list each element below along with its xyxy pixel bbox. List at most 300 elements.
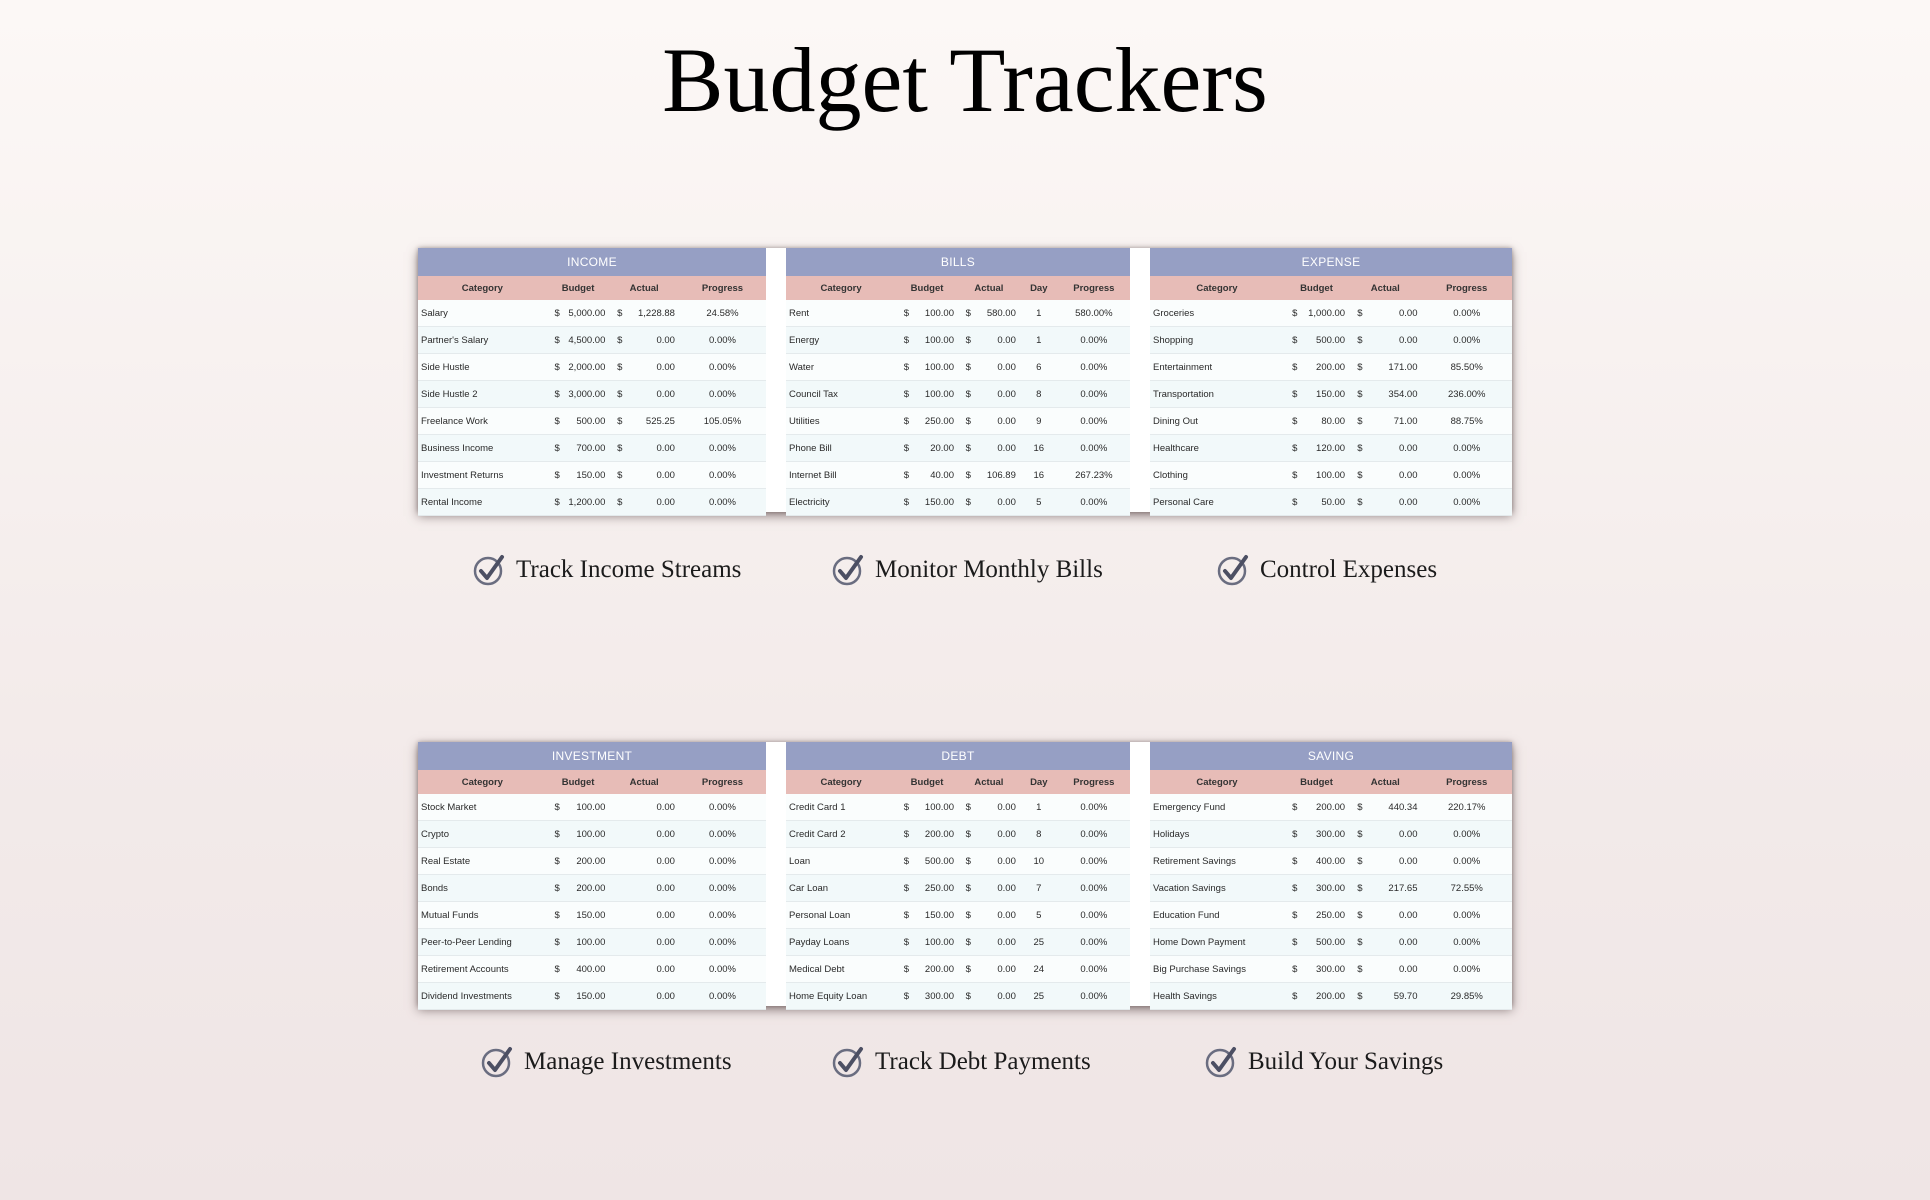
value-cell[interactable]: $ [547, 956, 568, 983]
category-cell[interactable]: Health Savings [1150, 983, 1284, 1010]
value-cell[interactable]: $ [1284, 929, 1306, 956]
value-cell[interactable]: 0.00% [679, 489, 766, 516]
category-cell[interactable]: Water [786, 354, 896, 381]
value-cell[interactable] [609, 902, 630, 929]
value-cell[interactable] [609, 848, 630, 875]
value-cell[interactable]: 0.00 [630, 794, 679, 821]
value-cell[interactable]: 220.17% [1421, 794, 1512, 821]
value-cell[interactable]: 0.00% [1058, 821, 1130, 848]
value-cell[interactable]: $ [609, 489, 630, 516]
value-cell[interactable]: 0.00% [679, 354, 766, 381]
value-cell[interactable]: 300.00 [917, 983, 958, 1010]
value-cell[interactable]: 72.55% [1421, 875, 1512, 902]
value-cell[interactable]: 8 [1020, 381, 1058, 408]
value-cell[interactable]: 100.00 [917, 381, 958, 408]
value-cell[interactable]: 0.00 [630, 983, 679, 1010]
value-cell[interactable]: 0.00% [679, 327, 766, 354]
value-cell[interactable]: 0.00% [679, 956, 766, 983]
value-cell[interactable]: 0.00% [679, 381, 766, 408]
value-cell[interactable]: 0.00 [979, 983, 1020, 1010]
value-cell[interactable]: $ [896, 875, 917, 902]
value-cell[interactable]: 200.00 [917, 956, 958, 983]
value-cell[interactable]: 1 [1020, 794, 1058, 821]
value-cell[interactable]: $ [1284, 875, 1306, 902]
category-cell[interactable]: Side Hustle 2 [418, 381, 547, 408]
category-cell[interactable]: Dividend Investments [418, 983, 547, 1010]
value-cell[interactable]: 150.00 [917, 902, 958, 929]
value-cell[interactable]: $ [958, 489, 979, 516]
value-cell[interactable]: $ [1284, 983, 1306, 1010]
category-cell[interactable]: Stock Market [418, 794, 547, 821]
value-cell[interactable]: 400.00 [1306, 848, 1349, 875]
value-cell[interactable]: 400.00 [568, 956, 610, 983]
value-cell[interactable]: 0.00% [1058, 408, 1130, 435]
value-cell[interactable]: 150.00 [1306, 381, 1349, 408]
value-cell[interactable]: $ [958, 354, 979, 381]
category-cell[interactable]: Big Purchase Savings [1150, 956, 1284, 983]
value-cell[interactable]: $ [958, 929, 979, 956]
value-cell[interactable]: 200.00 [1306, 354, 1349, 381]
category-cell[interactable]: Personal Loan [786, 902, 896, 929]
value-cell[interactable]: 0.00 [1371, 435, 1422, 462]
value-cell[interactable]: 25 [1020, 983, 1058, 1010]
value-cell[interactable]: $ [958, 821, 979, 848]
category-cell[interactable]: Rental Income [418, 489, 547, 516]
category-cell[interactable]: Investment Returns [418, 462, 547, 489]
value-cell[interactable]: 20.00 [917, 435, 958, 462]
value-cell[interactable]: $ [896, 435, 917, 462]
value-cell[interactable]: 0.00% [1421, 929, 1512, 956]
value-cell[interactable]: 0.00 [630, 848, 679, 875]
value-cell[interactable]: 40.00 [917, 462, 958, 489]
value-cell[interactable]: 150.00 [568, 983, 610, 1010]
category-cell[interactable]: Freelance Work [418, 408, 547, 435]
category-cell[interactable]: Peer-to-Peer Lending [418, 929, 547, 956]
value-cell[interactable]: 0.00% [1058, 902, 1130, 929]
value-cell[interactable]: $ [1284, 902, 1306, 929]
value-cell[interactable]: 71.00 [1371, 408, 1422, 435]
value-cell[interactable]: 0.00 [979, 327, 1020, 354]
category-cell[interactable]: Crypto [418, 821, 547, 848]
value-cell[interactable]: 0.00 [979, 929, 1020, 956]
value-cell[interactable]: 150.00 [568, 462, 610, 489]
value-cell[interactable]: 80.00 [1306, 408, 1349, 435]
value-cell[interactable]: $ [1284, 381, 1306, 408]
value-cell[interactable]: 0.00% [1058, 381, 1130, 408]
category-cell[interactable]: Personal Care [1150, 489, 1284, 516]
value-cell[interactable]: $ [1284, 956, 1306, 983]
value-cell[interactable]: 105.05% [679, 408, 766, 435]
value-cell[interactable]: $ [896, 848, 917, 875]
value-cell[interactable]: 500.00 [917, 848, 958, 875]
value-cell[interactable]: $ [1349, 902, 1371, 929]
value-cell[interactable]: 250.00 [917, 408, 958, 435]
value-cell[interactable]: 120.00 [1306, 435, 1349, 462]
category-cell[interactable]: Retirement Savings [1150, 848, 1284, 875]
value-cell[interactable]: 5,000.00 [568, 300, 610, 327]
value-cell[interactable]: 0.00 [1371, 327, 1422, 354]
value-cell[interactable]: 200.00 [917, 821, 958, 848]
value-cell[interactable]: $ [547, 381, 568, 408]
value-cell[interactable]: 700.00 [568, 435, 610, 462]
value-cell[interactable]: $ [896, 381, 917, 408]
category-cell[interactable]: Utilities [786, 408, 896, 435]
value-cell[interactable]: 10 [1020, 848, 1058, 875]
value-cell[interactable]: $ [896, 462, 917, 489]
value-cell[interactable]: $ [1349, 821, 1371, 848]
value-cell[interactable]: 16 [1020, 462, 1058, 489]
value-cell[interactable]: 100.00 [568, 794, 610, 821]
value-cell[interactable]: $ [547, 902, 568, 929]
value-cell[interactable]: $ [547, 327, 568, 354]
category-cell[interactable]: Side Hustle [418, 354, 547, 381]
value-cell[interactable]: $ [896, 929, 917, 956]
value-cell[interactable]: $ [1349, 956, 1371, 983]
value-cell[interactable]: 0.00% [1058, 327, 1130, 354]
value-cell[interactable]: 267.23% [1058, 462, 1130, 489]
value-cell[interactable]: $ [958, 300, 979, 327]
value-cell[interactable]: 500.00 [1306, 327, 1349, 354]
value-cell[interactable]: 0.00 [1371, 489, 1422, 516]
value-cell[interactable]: 0.00% [1421, 902, 1512, 929]
value-cell[interactable]: 236.00% [1421, 381, 1512, 408]
value-cell[interactable]: 0.00 [630, 929, 679, 956]
value-cell[interactable]: $ [1284, 794, 1306, 821]
category-cell[interactable]: Vacation Savings [1150, 875, 1284, 902]
value-cell[interactable]: 100.00 [917, 300, 958, 327]
value-cell[interactable]: $ [1349, 462, 1371, 489]
value-cell[interactable]: 16 [1020, 435, 1058, 462]
value-cell[interactable]: $ [547, 821, 568, 848]
value-cell[interactable]: 2,000.00 [568, 354, 610, 381]
value-cell[interactable]: 0.00 [979, 794, 1020, 821]
value-cell[interactable]: 500.00 [568, 408, 610, 435]
value-cell[interactable]: 0.00 [630, 875, 679, 902]
value-cell[interactable]: 0.00 [1371, 902, 1422, 929]
value-cell[interactable]: 50.00 [1306, 489, 1349, 516]
value-cell[interactable]: $ [896, 489, 917, 516]
value-cell[interactable]: 100.00 [1306, 462, 1349, 489]
value-cell[interactable]: $ [958, 327, 979, 354]
value-cell[interactable]: 29.85% [1421, 983, 1512, 1010]
category-cell[interactable]: Credit Card 2 [786, 821, 896, 848]
value-cell[interactable]: 1 [1020, 300, 1058, 327]
value-cell[interactable]: 200.00 [568, 875, 610, 902]
category-cell[interactable]: Clothing [1150, 462, 1284, 489]
value-cell[interactable]: 1 [1020, 327, 1058, 354]
value-cell[interactable]: $ [547, 435, 568, 462]
category-cell[interactable]: Partner's Salary [418, 327, 547, 354]
category-cell[interactable]: Phone Bill [786, 435, 896, 462]
category-cell[interactable]: Healthcare [1150, 435, 1284, 462]
value-cell[interactable]: $ [1349, 408, 1371, 435]
value-cell[interactable]: 0.00 [630, 327, 679, 354]
value-cell[interactable]: 217.65 [1371, 875, 1422, 902]
category-cell[interactable]: Credit Card 1 [786, 794, 896, 821]
value-cell[interactable]: 0.00 [979, 956, 1020, 983]
value-cell[interactable]: 0.00% [1421, 848, 1512, 875]
value-cell[interactable]: 0.00% [679, 875, 766, 902]
value-cell[interactable]: 24 [1020, 956, 1058, 983]
value-cell[interactable]: 0.00% [1058, 875, 1130, 902]
value-cell[interactable]: 0.00% [1058, 983, 1130, 1010]
value-cell[interactable]: $ [958, 902, 979, 929]
category-cell[interactable]: Holidays [1150, 821, 1284, 848]
value-cell[interactable]: 0.00 [630, 956, 679, 983]
value-cell[interactable]: 0.00% [1421, 821, 1512, 848]
category-cell[interactable]: Real Estate [418, 848, 547, 875]
value-cell[interactable]: 0.00 [630, 489, 679, 516]
category-cell[interactable]: Council Tax [786, 381, 896, 408]
value-cell[interactable]: 200.00 [1306, 794, 1349, 821]
value-cell[interactable]: 8 [1020, 821, 1058, 848]
value-cell[interactable]: $ [958, 956, 979, 983]
value-cell[interactable]: $ [609, 435, 630, 462]
value-cell[interactable]: $ [609, 300, 630, 327]
value-cell[interactable]: 5 [1020, 489, 1058, 516]
value-cell[interactable]: 0.00% [1421, 327, 1512, 354]
value-cell[interactable]: $ [1284, 354, 1306, 381]
value-cell[interactable]: 100.00 [568, 929, 610, 956]
value-cell[interactable]: 0.00% [679, 929, 766, 956]
value-cell[interactable]: 0.00 [979, 848, 1020, 875]
value-cell[interactable]: $ [896, 408, 917, 435]
value-cell[interactable]: 0.00% [1058, 794, 1130, 821]
value-cell[interactable]: $ [896, 794, 917, 821]
value-cell[interactable]: 85.50% [1421, 354, 1512, 381]
value-cell[interactable]: 1,228.88 [630, 300, 679, 327]
value-cell[interactable]: 580.00 [979, 300, 1020, 327]
value-cell[interactable]: $ [896, 821, 917, 848]
category-cell[interactable]: Business Income [418, 435, 547, 462]
value-cell[interactable]: $ [896, 902, 917, 929]
value-cell[interactable]: 525.25 [630, 408, 679, 435]
value-cell[interactable]: $ [896, 983, 917, 1010]
category-cell[interactable]: Mutual Funds [418, 902, 547, 929]
category-cell[interactable]: Salary [418, 300, 547, 327]
value-cell[interactable]: $ [547, 848, 568, 875]
value-cell[interactable]: 7 [1020, 875, 1058, 902]
value-cell[interactable]: 100.00 [917, 794, 958, 821]
value-cell[interactable]: 100.00 [917, 327, 958, 354]
value-cell[interactable]: 0.00 [979, 489, 1020, 516]
value-cell[interactable]: $ [896, 300, 917, 327]
category-cell[interactable]: Education Fund [1150, 902, 1284, 929]
value-cell[interactable]: 0.00% [1421, 462, 1512, 489]
value-cell[interactable]: 0.00% [1058, 956, 1130, 983]
value-cell[interactable]: 200.00 [1306, 983, 1349, 1010]
value-cell[interactable]: 0.00% [679, 902, 766, 929]
value-cell[interactable]: $ [1284, 408, 1306, 435]
value-cell[interactable]: 88.75% [1421, 408, 1512, 435]
value-cell[interactable]: $ [609, 408, 630, 435]
value-cell[interactable]: 0.00 [1371, 929, 1422, 956]
value-cell[interactable]: 0.00 [630, 821, 679, 848]
value-cell[interactable]: $ [547, 794, 568, 821]
value-cell[interactable]: 580.00% [1058, 300, 1130, 327]
value-cell[interactable]: $ [1349, 354, 1371, 381]
value-cell[interactable]: $ [896, 327, 917, 354]
value-cell[interactable]: 24.58% [679, 300, 766, 327]
value-cell[interactable]: $ [1349, 300, 1371, 327]
category-cell[interactable]: Home Down Payment [1150, 929, 1284, 956]
value-cell[interactable]: $ [1349, 381, 1371, 408]
value-cell[interactable]: 6 [1020, 354, 1058, 381]
category-cell[interactable]: Entertainment [1150, 354, 1284, 381]
value-cell[interactable]: $ [609, 381, 630, 408]
value-cell[interactable]: $ [958, 848, 979, 875]
value-cell[interactable]: 0.00 [630, 381, 679, 408]
value-cell[interactable]: $ [547, 408, 568, 435]
category-cell[interactable]: Home Equity Loan [786, 983, 896, 1010]
category-cell[interactable]: Loan [786, 848, 896, 875]
value-cell[interactable]: $ [1284, 821, 1306, 848]
value-cell[interactable]: $ [547, 354, 568, 381]
value-cell[interactable]: 0.00% [679, 983, 766, 1010]
category-cell[interactable]: Emergency Fund [1150, 794, 1284, 821]
value-cell[interactable]: 0.00% [1058, 848, 1130, 875]
value-cell[interactable]: $ [547, 300, 568, 327]
value-cell[interactable]: $ [1349, 794, 1371, 821]
value-cell[interactable]: $ [958, 983, 979, 1010]
value-cell[interactable]: 0.00 [1371, 848, 1422, 875]
value-cell[interactable]: 100.00 [917, 354, 958, 381]
value-cell[interactable]: 5 [1020, 902, 1058, 929]
value-cell[interactable]: 150.00 [917, 489, 958, 516]
value-cell[interactable] [609, 794, 630, 821]
value-cell[interactable]: 0.00 [630, 435, 679, 462]
value-cell[interactable]: 4,500.00 [568, 327, 610, 354]
value-cell[interactable]: $ [1284, 848, 1306, 875]
value-cell[interactable]: 0.00% [679, 794, 766, 821]
value-cell[interactable]: 200.00 [568, 848, 610, 875]
value-cell[interactable]: 0.00 [1371, 300, 1422, 327]
value-cell[interactable]: 0.00 [979, 381, 1020, 408]
value-cell[interactable]: 0.00 [979, 354, 1020, 381]
value-cell[interactable]: 59.70 [1371, 983, 1422, 1010]
value-cell[interactable]: 0.00 [1371, 462, 1422, 489]
value-cell[interactable]: 0.00% [1058, 489, 1130, 516]
value-cell[interactable]: $ [1284, 300, 1306, 327]
value-cell[interactable]: $ [958, 435, 979, 462]
value-cell[interactable]: 354.00 [1371, 381, 1422, 408]
value-cell[interactable]: 0.00 [979, 408, 1020, 435]
value-cell[interactable]: 0.00 [1371, 956, 1422, 983]
value-cell[interactable]: 500.00 [1306, 929, 1349, 956]
value-cell[interactable]: 0.00% [679, 821, 766, 848]
value-cell[interactable]: $ [609, 462, 630, 489]
value-cell[interactable]: $ [1349, 875, 1371, 902]
category-cell[interactable]: Retirement Accounts [418, 956, 547, 983]
value-cell[interactable]: $ [547, 929, 568, 956]
value-cell[interactable]: $ [1284, 327, 1306, 354]
value-cell[interactable]: 250.00 [1306, 902, 1349, 929]
value-cell[interactable]: 0.00% [1421, 300, 1512, 327]
value-cell[interactable]: $ [1349, 435, 1371, 462]
value-cell[interactable]: 0.00% [679, 848, 766, 875]
value-cell[interactable]: 440.34 [1371, 794, 1422, 821]
value-cell[interactable]: $ [958, 794, 979, 821]
value-cell[interactable]: $ [958, 408, 979, 435]
category-cell[interactable]: Energy [786, 327, 896, 354]
category-cell[interactable]: Transportation [1150, 381, 1284, 408]
value-cell[interactable] [609, 956, 630, 983]
value-cell[interactable]: 1,200.00 [568, 489, 610, 516]
value-cell[interactable]: $ [609, 327, 630, 354]
value-cell[interactable]: $ [1349, 848, 1371, 875]
value-cell[interactable]: $ [609, 354, 630, 381]
value-cell[interactable]: 0.00 [979, 902, 1020, 929]
value-cell[interactable]: $ [1349, 327, 1371, 354]
value-cell[interactable]: 0.00 [630, 902, 679, 929]
value-cell[interactable]: 0.00% [1058, 929, 1130, 956]
value-cell[interactable] [609, 929, 630, 956]
value-cell[interactable]: 0.00% [1421, 956, 1512, 983]
category-cell[interactable]: Bonds [418, 875, 547, 902]
value-cell[interactable]: 9 [1020, 408, 1058, 435]
value-cell[interactable]: 0.00% [679, 435, 766, 462]
value-cell[interactable]: 0.00 [1371, 821, 1422, 848]
category-cell[interactable]: Medical Debt [786, 956, 896, 983]
value-cell[interactable]: $ [896, 354, 917, 381]
value-cell[interactable] [609, 821, 630, 848]
value-cell[interactable]: 0.00 [979, 875, 1020, 902]
value-cell[interactable]: 0.00% [1058, 354, 1130, 381]
value-cell[interactable]: $ [1349, 489, 1371, 516]
value-cell[interactable]: 0.00 [979, 435, 1020, 462]
value-cell[interactable]: $ [1284, 462, 1306, 489]
value-cell[interactable] [609, 875, 630, 902]
value-cell[interactable]: 3,000.00 [568, 381, 610, 408]
value-cell[interactable]: 100.00 [917, 929, 958, 956]
value-cell[interactable]: $ [1284, 435, 1306, 462]
value-cell[interactable]: 0.00% [1421, 435, 1512, 462]
value-cell[interactable]: $ [547, 875, 568, 902]
category-cell[interactable]: Shopping [1150, 327, 1284, 354]
value-cell[interactable]: $ [547, 489, 568, 516]
value-cell[interactable]: 25 [1020, 929, 1058, 956]
value-cell[interactable]: 0.00 [630, 462, 679, 489]
category-cell[interactable]: Internet Bill [786, 462, 896, 489]
category-cell[interactable]: Payday Loans [786, 929, 896, 956]
value-cell[interactable]: $ [958, 462, 979, 489]
category-cell[interactable]: Groceries [1150, 300, 1284, 327]
value-cell[interactable]: 150.00 [568, 902, 610, 929]
value-cell[interactable]: $ [547, 462, 568, 489]
value-cell[interactable]: 171.00 [1371, 354, 1422, 381]
category-cell[interactable]: Car Loan [786, 875, 896, 902]
value-cell[interactable]: 0.00 [630, 354, 679, 381]
value-cell[interactable]: 300.00 [1306, 956, 1349, 983]
value-cell[interactable]: 300.00 [1306, 875, 1349, 902]
value-cell[interactable]: 300.00 [1306, 821, 1349, 848]
value-cell[interactable]: $ [1349, 929, 1371, 956]
value-cell[interactable] [609, 983, 630, 1010]
value-cell[interactable]: $ [1349, 983, 1371, 1010]
category-cell[interactable]: Dining Out [1150, 408, 1284, 435]
value-cell[interactable]: 0.00 [979, 821, 1020, 848]
value-cell[interactable]: $ [1284, 489, 1306, 516]
value-cell[interactable]: 0.00% [679, 462, 766, 489]
value-cell[interactable]: $ [958, 875, 979, 902]
value-cell[interactable]: 106.89 [979, 462, 1020, 489]
category-cell[interactable]: Rent [786, 300, 896, 327]
value-cell[interactable]: 0.00% [1421, 489, 1512, 516]
value-cell[interactable]: $ [896, 956, 917, 983]
value-cell[interactable]: 100.00 [568, 821, 610, 848]
value-cell[interactable]: 0.00% [1058, 435, 1130, 462]
value-cell[interactable]: $ [958, 381, 979, 408]
